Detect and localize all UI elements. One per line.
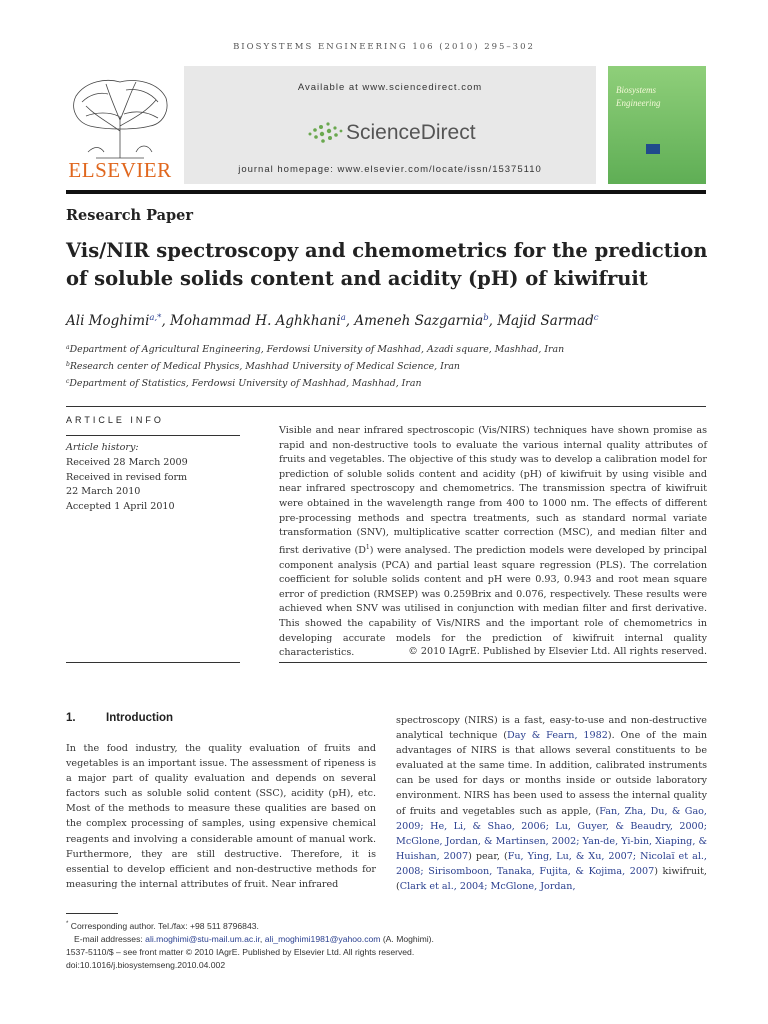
affiliation-text: Department of Statistics, Ferdowsi University of Mashhad, Mashhad, Iran	[69, 377, 422, 389]
email-link[interactable]: ali_moghimi1981@yahoo.com	[264, 933, 381, 944]
article-title: Vis/NIR spectroscopy and chemometrics for the prediction of soluble solids content and acidity (pH) of kiwifruit	[66, 239, 708, 290]
received-date: Received 28 March 2009	[66, 456, 188, 468]
footnote-rule	[66, 913, 118, 914]
affiliation-sup: c	[66, 377, 70, 385]
article-info-rule	[66, 435, 240, 436]
cover-title	[616, 84, 661, 110]
cover-badge-icon	[646, 144, 660, 154]
affiliation	[66, 375, 686, 392]
author-sup[interactable]: b	[483, 313, 489, 323]
author-list	[66, 313, 746, 329]
cover-title-line-2: Engineering	[616, 98, 661, 108]
footnotes	[66, 918, 706, 972]
email-link[interactable]: ali.moghimi@stu-mail.um.ac.ir	[145, 933, 260, 944]
journal-homepage-link[interactable]: journal homepage: www.elsevier.com/locate/issn/15375110	[238, 164, 542, 175]
affiliation	[66, 358, 686, 375]
intro-right-column	[396, 713, 707, 894]
citation-link[interactable]: Fan, Zha, Du, & Gao, 2009; He, Li, & Shao, 2006; Lu, Guyer, & Beaudry, 2000; McGlone, Jordan, & Martinsen, 2002; Yan-de, Yi-bin, Xiaping, & Huishan, 2007	[396, 805, 707, 862]
author-sep: ,	[488, 313, 498, 329]
affiliations	[66, 341, 686, 391]
author-sep: ,	[161, 313, 171, 329]
email-label: E-mail addresses:	[74, 933, 146, 944]
sciencedirect-dots-icon	[306, 120, 344, 146]
section-number: 1.	[66, 712, 76, 724]
author-sup[interactable]: c	[593, 313, 599, 323]
running-head: BIOSYSTEMS ENGINEERING 106 (2010) 295–302	[233, 42, 535, 52]
citation-link[interactable]: Day & Fearn, 1982	[507, 730, 608, 742]
abstract-rule	[279, 662, 707, 663]
section-heading-introduction	[66, 712, 173, 724]
author-sup[interactable]: a,*	[149, 313, 162, 323]
article-history	[66, 441, 236, 515]
asterisk-mark: *	[66, 921, 69, 927]
author-sep: ,	[345, 313, 355, 329]
cover-title-line-1: Biosystems	[616, 85, 656, 95]
journal-header	[66, 66, 706, 190]
affiliation-sup: a	[66, 344, 70, 351]
abstract-copyright: © 2010 IAgrE. Published by Elsevier Ltd. All rights reserved.	[408, 646, 707, 657]
affiliation-text: Department of Agricultural Engineering, Ferdowsi University of Mashhad, Azadi square, Mashhad, Iran	[69, 344, 565, 355]
header-rule	[66, 190, 706, 194]
author-name[interactable]: Mohammad H. Aghkhani	[170, 313, 341, 329]
body-text: ). One of the main advantages of NIRS is that allows several constituents to be evaluated at the same time. In addition, calibrated instruments can be used for days or months inside or outside laboratory environment. NIRS has been used to assess the internal quality of fruits and vegetables such as apple, (	[396, 730, 707, 817]
author-name[interactable]: Ameneh Sazgarnia	[354, 313, 484, 329]
issn-line: 1537-5110/$ – see front matter © 2010 IAgrE. Published by Elsevier Ltd. All rights reserved.	[66, 946, 415, 957]
citation-link[interactable]: Fu, Ying, Lu, & Xu, 2007; Nicolaï et al., 2008; Sirisomboon, Tanaka, Fujita, & Kojima, 2007	[396, 850, 707, 877]
article-info-heading: ARTICLE INFO	[66, 415, 164, 425]
intro-left-column: In the food industry, the quality evaluation of fruits and vegetables is an important issue. The assessment of ripeness is a major part of quality evaluation and depends on several factors such as soluble solid content (SSC), acidity (pH), etc. Most of the methods to measure these qualities are based on the complex processing of samples, using expensive chemical reagents and involving a considerable amount of manual work. Furthermore, they are still destructive. Therefore, it is essential to develop efficient and non-destructive methods for measuring the internal attributes of fruit. Near infrared	[66, 743, 376, 890]
abstract-text: Visible and near infrared spectroscopic (Vis/NIRS) techniques have shown promise as rapid and non-destructive tools to evaluate the various internal quality attributes of fruits and vegetables. The objective of this study was to develop a calibration model for prediction of soluble solids content and acidity (pH) of kiwifruit by using visible and near infrared spectroscopy and chemometrics. The transmission spectra of kiwifruit were obtained in the wavelength range from 400 to 1000 nm. The effects of different pre-processing methods and spectra treatments, such as standard normal variate transformation (SNV), multiplicative scatter correction (MSC), and median filter and first derivative (D	[279, 425, 707, 556]
available-at-link[interactable]: Available at www.sciencedirect.com	[297, 82, 483, 93]
revised-date: 22 March 2010	[66, 486, 141, 498]
citation-link[interactable]: Clark et al., 2004; McGlone, Jordan,	[399, 881, 576, 893]
author-name[interactable]: Ali Moghimi	[66, 313, 150, 329]
sciencedirect-wordmark: ScienceDirect	[346, 121, 476, 144]
abstract-sup: 1	[365, 543, 370, 551]
doi-line[interactable]: doi:10.1016/j.biosystemseng.2010.04.002	[66, 959, 226, 970]
section-title: Introduction	[106, 712, 174, 724]
history-label: Article history:	[66, 442, 139, 453]
affiliation-sup: b	[66, 360, 70, 368]
section-rule	[66, 406, 706, 407]
affiliation-text: Research center of Medical Physics, Mashhad University of Medical Science, Iran	[69, 360, 460, 372]
article-info-bottom-rule	[66, 662, 240, 663]
sciencedirect-logo	[306, 118, 476, 148]
sciencedirect-banner	[184, 66, 596, 184]
email-tail: (A. Moghimi).	[380, 933, 434, 944]
corresponding-footnote	[66, 918, 706, 933]
body-text: spectroscopy (NIRS) is a fast, easy-to-use and non-destructive analytical technique (	[396, 715, 707, 742]
email-sep: ,	[259, 933, 265, 944]
abstract-text-cont: ) were analysed. The prediction models were developed by principal component analysis (PCA) and partial least square regression (PLS). The correlation coefficient for soluble solids content and pH were 0.93, 0.943 and root mean square error of prediction (RMSEP) was 0.259Brix and 0.076, respectively. These results were achieved when SNV was utilised in conjunction with median filter and first derivative. This showed the capability of Vis/NIRS and the important role of chemometrics in developing accurate models for the prediction of kiwifruit internal quality characteristics.	[279, 544, 707, 659]
author-sup[interactable]: a	[340, 313, 346, 323]
body-text: ) pear, (	[468, 850, 508, 862]
author-name[interactable]: Majid Sarmad	[497, 313, 594, 329]
journal-cover	[608, 66, 706, 184]
email-footnote	[66, 933, 706, 946]
article-type: Research Paper	[66, 207, 194, 224]
abstract	[279, 424, 707, 661]
publisher-name: ELSEVIER	[68, 158, 172, 182]
affiliation	[66, 341, 686, 358]
corresponding-text: Corresponding author. Tel./fax: +98 511 8796843.	[70, 920, 259, 931]
revised-label: Received in revised form	[66, 471, 188, 483]
accepted-date: Accepted 1 April 2010	[66, 501, 175, 513]
body-text: ) kiwifruit, (	[396, 865, 707, 893]
